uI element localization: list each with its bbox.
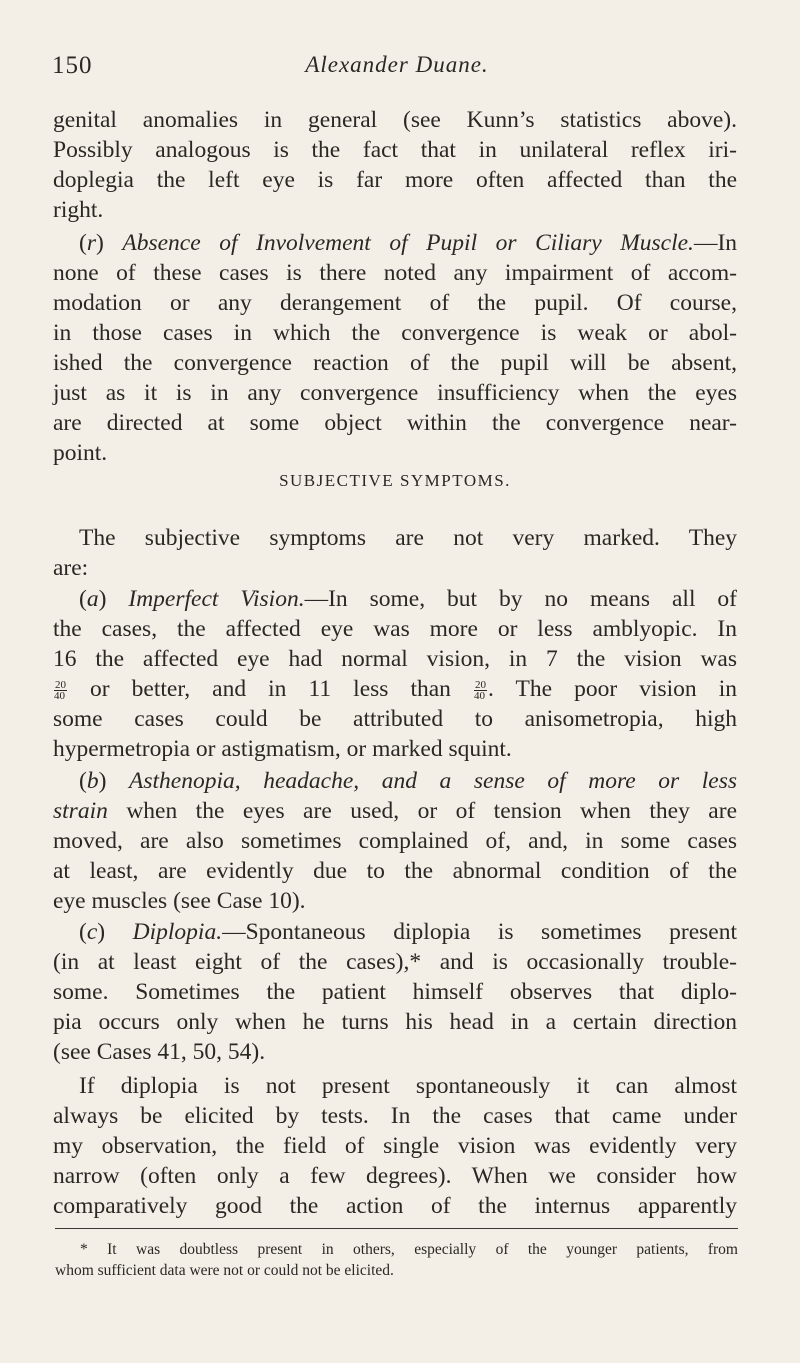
text-line: 16 the affected eye had normal vision, in 7 the vision was: [53, 646, 737, 672]
text-line: at least, are evidently due to the abnormal condition of the: [53, 858, 737, 884]
paragraph-c-heading-line: [79, 917, 737, 947]
text-line: (in at least eight of the cases),* and is occasionally trouble-: [53, 949, 737, 975]
text-line-with-fractions: [53, 674, 737, 704]
text-line: Possibly analogous is the fact that in unilateral reflex iri-: [53, 137, 737, 163]
clause-paren: (: [79, 586, 87, 612]
paragraph-r-heading-line: [79, 228, 737, 258]
text-line: If diplopia is not present spontaneously it can almost: [79, 1073, 737, 1099]
paragraph-title: Diplopia.: [132, 919, 223, 945]
fraction-denominator: 40: [54, 690, 65, 702]
clause-paren: ): [95, 230, 123, 256]
paragraph-a-heading-line: [79, 584, 737, 614]
fraction-numerator: 20: [55, 679, 66, 691]
text-line: in those cases in which the convergence is weak or abol-: [53, 320, 737, 346]
footnote-line: whom sufficient data were not or could not be elicited.: [55, 1262, 394, 1279]
page-header: [52, 52, 742, 86]
text-line: eye muscles (see Case 10).: [53, 888, 306, 914]
text-line: The subjective symptoms are not very marked. They: [79, 525, 737, 551]
fraction-denominator: 40: [473, 690, 485, 702]
text-run: or better, and in 11 less than: [68, 676, 473, 702]
text-line: modation or any derangement of the pupil. Of course,: [53, 290, 737, 316]
text-line: hypermetropia or astigmatism, or marked squint.: [53, 736, 512, 762]
text-run: when the eyes are used, or of tension when they are: [107, 798, 737, 824]
text-run: —Spontaneous diplopia is sometimes present: [222, 919, 737, 945]
section-heading: SUBJECTIVE SYMPTOMS.: [279, 471, 511, 490]
paragraph-title: Absence of Involvement of Pupil or Ciliary Muscle.: [122, 230, 694, 256]
paragraph-title-continued: strain: [53, 798, 108, 824]
text-line: are:: [53, 555, 89, 581]
clause-letter: a: [86, 586, 99, 612]
text-line: none of these cases is there noted any impairment of accom-: [53, 260, 737, 286]
text-line: narrow (often only a few degrees). When we consider how: [53, 1163, 737, 1189]
text-run: —In: [693, 230, 738, 256]
text-line: are directed at some object within the convergence near-: [53, 410, 737, 436]
clause-paren: (: [79, 768, 87, 794]
clause-letter: b: [86, 768, 99, 794]
text-line: ished the convergence reaction of the pupil will be absent,: [53, 350, 737, 376]
text-line: right.: [53, 197, 104, 223]
text-line: [53, 796, 737, 826]
text-line: the cases, the affected eye was more or less amblyopic. In: [53, 616, 737, 642]
clause-letter: c: [86, 919, 98, 945]
page-number: 150: [52, 52, 93, 79]
clause-paren: ): [98, 768, 129, 794]
clause-letter: r: [86, 230, 96, 256]
paragraph-title: Imperfect Vision.: [128, 586, 305, 612]
fraction: [474, 680, 487, 701]
text-line: some. Sometimes the patient himself observes that diplo-: [53, 979, 737, 1005]
fraction: [54, 680, 67, 701]
text-line: comparatively good the action of the internus apparently: [53, 1193, 737, 1219]
text-line: (see Cases 41, 50, 54).: [53, 1039, 266, 1065]
text-line: moved, are also sometimes complained of, and, in some cases: [53, 828, 737, 854]
text-line: pia occurs only when he turns his head in a certain direction: [53, 1009, 737, 1035]
text-line: point.: [53, 440, 108, 466]
clause-paren: (: [79, 919, 87, 945]
text-run: . The poor vision in: [487, 676, 737, 702]
text-line: some cases could be attributed to anisometropia, high: [53, 706, 737, 732]
clause-paren: ): [98, 586, 129, 612]
clause-paren: ): [97, 919, 133, 945]
text-line: doplegia the left eye is far more often affected than the: [53, 167, 737, 193]
text-line: genital anomalies in general (see Kunn’s statistics above).: [53, 107, 737, 133]
fraction-numerator: 20: [474, 679, 486, 691]
footnote-rule: [55, 1228, 738, 1229]
clause-paren: (: [79, 230, 87, 256]
running-head: Alexander Duane.: [305, 52, 489, 77]
text-line: my observation, the field of single vision was evidently very: [53, 1133, 737, 1159]
text-run: —In some, but by no means all of: [304, 586, 738, 612]
paragraph-title: Asthenopia, headache, and a sense of more or less: [129, 768, 738, 794]
footnote-line: * It was doubtless present in others, especially of the younger patients, from: [80, 1241, 738, 1258]
paragraph-b-heading-line: [79, 766, 737, 796]
text-line: always be elicited by tests. In the cases that came under: [53, 1103, 737, 1129]
text-line: just as it is in any convergence insufficiency when the eyes: [53, 380, 737, 406]
